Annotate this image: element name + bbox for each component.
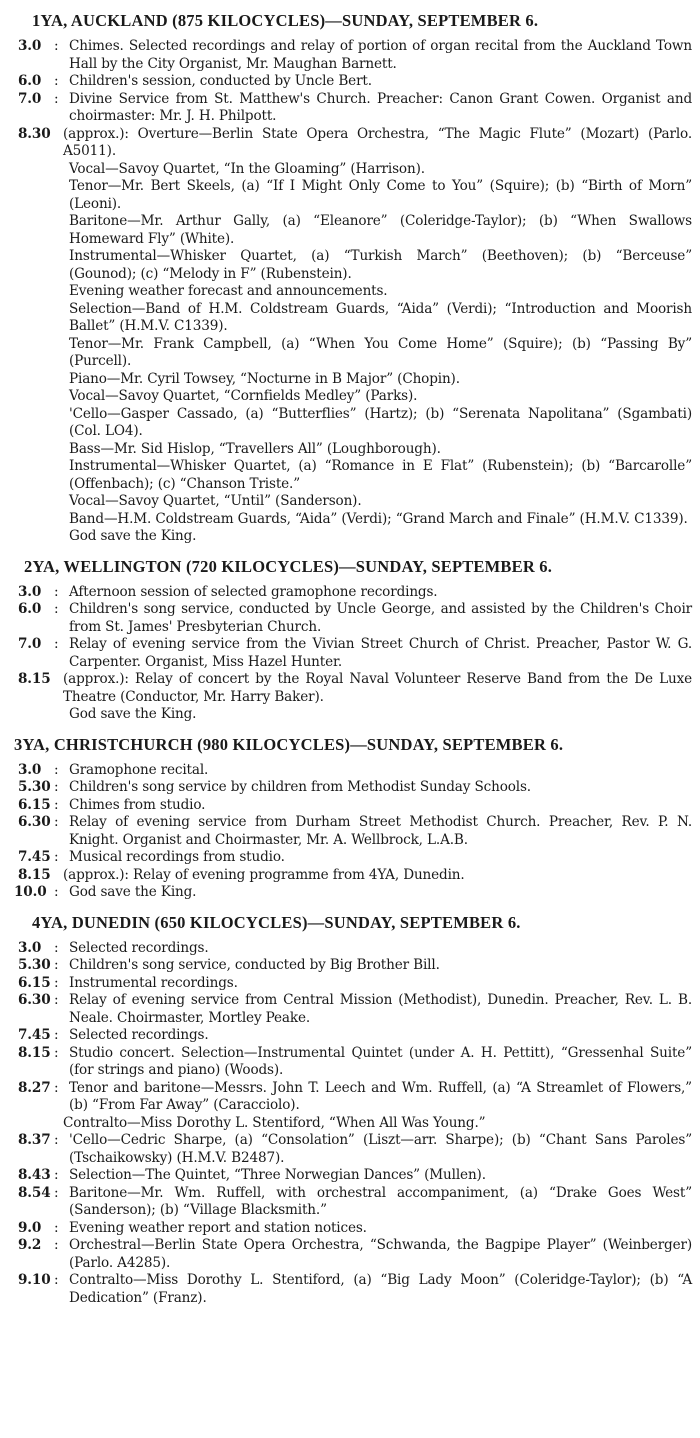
entry-time: 6.0 <box>18 73 42 89</box>
entry-separator: : <box>54 939 59 956</box>
entry-separator: : <box>54 90 59 107</box>
entry-time: 8.27 <box>18 1079 51 1096</box>
entry-separator: : <box>54 1184 59 1201</box>
section-4ya <box>14 912 692 1308</box>
entry-separator: : <box>54 992 59 1008</box>
section-heading: 2YA, WELLINGTON (720 KILOCYCLES)—SUNDAY, SEPTEMBER 6. <box>24 556 553 576</box>
entry-time: 5.30 <box>18 779 51 795</box>
entry-separator: : <box>54 1079 59 1096</box>
program-entry <box>14 671 692 706</box>
entry-separator: : <box>54 1237 59 1253</box>
program-entry <box>14 1272 692 1307</box>
entry-text: (approx.): Relay of evening programme from 4YA, Dunedin. <box>63 866 465 883</box>
program-item: Tenor—Mr. Frank Campbell, (a) “When You Come Home” (Squire); (b) “Passing By” (Purcell). <box>69 335 692 369</box>
program-entry <box>14 867 692 885</box>
entry-separator: : <box>54 636 59 652</box>
program-item: Piano—Mr. Cyril Towsey, “Nocturne in B Major” (Chopin). <box>69 370 460 387</box>
section-2ya <box>14 556 692 724</box>
entry-separator: : <box>54 1044 59 1061</box>
entry-time: 8.37 <box>18 1132 51 1148</box>
program-entry <box>14 797 692 815</box>
program-item: Baritone—Mr. Arthur Gally, (a) “Eleanore” (Coleridge-Taylor); (b) “When Swallows Homeward Fly” (White). <box>69 213 692 247</box>
entry-time: 7.45 <box>18 1027 51 1043</box>
entry-time: 6.15 <box>18 974 51 991</box>
entry-separator: : <box>54 1272 59 1288</box>
entry-time: 6.15 <box>18 796 51 813</box>
entry-text: Children's song service by children from Methodist Sunday Schools. <box>69 779 531 795</box>
section-gap <box>14 724 692 734</box>
entry-time: 3.0 <box>18 583 42 600</box>
entry-separator: : <box>54 38 59 54</box>
program-entry <box>14 1167 692 1185</box>
entry-separator: : <box>54 1219 59 1236</box>
program-item: Bass—Mr. Sid Hislop, “Travellers All” (Loughborough). <box>69 440 441 457</box>
entry-text: Selected recordings. <box>69 1027 209 1043</box>
program-entry <box>14 1237 692 1272</box>
entry-separator: : <box>54 1167 59 1183</box>
program-entry <box>14 849 692 867</box>
program-entry <box>14 73 692 91</box>
entry-time: 6.30 <box>18 992 51 1008</box>
entry-text: Contralto—Miss Dorothy L. Stentiford, “When All Was Young.” <box>63 1114 486 1131</box>
entry-time: 6.30 <box>18 814 51 830</box>
entry-time: 7.45 <box>18 849 51 865</box>
program-item: God save the King. <box>69 706 197 722</box>
entry-text: Gramophone recital. <box>69 761 209 778</box>
entry-text: 'Cello—Cedric Sharpe, (a) “Consolation” (Liszt—arr. Sharpe); (b) “Chant Sans Paroles” (Tschaikowsky) (H.M.V. B2487). <box>69 1132 692 1166</box>
program-item: Band—H.M. Coldstream Guards, “Aida” (Verdi); “Grand March and Finale” (H.M.V. C1339). <box>69 510 688 527</box>
entry-text: Tenor and baritone—Messrs. John T. Leech and Wm. Ruffell, (a) “A Streamlet of Flowers,” (b) “From Far Away” (Caracciolo). <box>69 1079 692 1113</box>
entry-time: 7.0 <box>18 636 42 652</box>
entry-separator: : <box>54 796 59 813</box>
entry-text: Relay of evening service from Central Mission (Methodist), Dunedin. Preacher, Rev. L. B. Neale. Choirmaster, Mortley Peake. <box>69 992 692 1026</box>
entry-text: Studio concert. Selection—Instrumental Quintet (under A. H. Pettitt), “Gressenhal Suite” (for strings and piano) (Woods). <box>69 1044 692 1078</box>
program-item: 'Cello—Gasper Cassado, (a) “Butterflies” (Hartz); (b) “Serenata Napolitana” (Sgambati) (Col. LO4). <box>69 405 692 439</box>
program-item: Instrumental—Whisker Quartet, (a) “Turkish March” (Beethoven); (b) “Berceuse” (Gounod); (c) “Melody in F” (Rubenstein). <box>69 248 692 282</box>
section-heading: 1YA, AUCKLAND (875 KILOCYCLES)—SUNDAY, SEPTEMBER 6. <box>32 11 539 30</box>
program-item: Vocal—Savoy Quartet, “Cornfields Medley” (Parks). <box>69 388 418 404</box>
entry-time: 8.15 <box>18 671 51 687</box>
entry-time: 8.30 <box>18 125 51 142</box>
entry-text: Children's session, conducted by Uncle Bert. <box>69 73 372 89</box>
entry-separator: : <box>54 1027 59 1043</box>
entry-time: 9.10 <box>18 1272 51 1288</box>
entry-text: Instrumental recordings. <box>69 974 238 991</box>
entry-text: Chimes from studio. <box>69 796 206 813</box>
entry-text: Baritone—Mr. Wm. Ruffell, with orchestral accompaniment, (a) “Drake Goes West” (Sanderson); (b) “Village Blacksmith.” <box>69 1184 692 1218</box>
entry-time: 3.0 <box>18 38 42 54</box>
entry-separator: : <box>54 73 59 89</box>
entry-text: (approx.): Relay of concert by the Royal Naval Volunteer Reserve Band from the De Luxe Theatre (Conductor, Mr. Harry Baker). <box>63 671 692 705</box>
entry-text: Relay of evening service from the Vivian Street Church of Christ. Preacher, Pastor W. G. Carpenter. Organist, Miss Hazel Hunter. <box>69 636 692 670</box>
entry-time: 8.15 <box>18 1044 51 1061</box>
program-entry <box>14 1080 692 1115</box>
entry-text: Divine Service from St. Matthew's Church. Preacher: Canon Grant Cowen. Organist and choirmaster: Mr. J. H. Philpott. <box>69 90 692 124</box>
program-entry <box>14 91 692 126</box>
entry-time: 9.2 <box>18 1237 42 1253</box>
program-entry <box>14 884 692 902</box>
program-entry <box>14 1045 692 1080</box>
entry-text: Orchestral—Berlin State Opera Orchestra, “Schwanda, the Bagpipe Player” (Weinberger) (Parlo. A4285). <box>69 1237 692 1271</box>
program-item: Instrumental—Whisker Quartet, (a) “Romance in E Flat” (Rubenstein); (b) “Barcarolle” (Offenbach); (c) “Chanson Triste.” <box>69 458 692 492</box>
entry-time: 7.0 <box>18 90 42 107</box>
entry-separator: : <box>54 884 59 900</box>
program-entry <box>14 1185 692 1220</box>
entry-text: Selected recordings. <box>69 939 209 956</box>
program-entry <box>14 1220 692 1238</box>
entry-text: Evening weather report and station notices. <box>69 1219 367 1236</box>
entry-separator: : <box>54 761 59 778</box>
entry-separator: : <box>54 583 59 600</box>
entry-separator: : <box>54 849 59 865</box>
entry-text: God save the King. <box>69 884 197 900</box>
entry-time: 9.0 <box>18 1219 42 1236</box>
entry-text: Children's song service, conducted by Uncle George, and assisted by the Children's Choir from St. James' Presbyterian Church. <box>69 601 692 635</box>
section-1ya <box>14 10 692 546</box>
entry-separator: : <box>54 1132 59 1148</box>
section-gap <box>14 902 692 912</box>
section-gap <box>14 546 692 556</box>
section-heading: 4YA, DUNEDIN (650 KILOCYCLES)—SUNDAY, SEPTEMBER 6. <box>32 912 521 932</box>
entry-time: 8.43 <box>18 1167 51 1183</box>
program-entry <box>14 814 692 849</box>
entry-time: 6.0 <box>18 601 42 617</box>
program-entry <box>14 1132 692 1167</box>
program-entry <box>14 1115 692 1133</box>
entry-text: Children's song service, conducted by Big Brother Bill. <box>69 957 440 973</box>
entry-time: 8.54 <box>18 1184 51 1201</box>
entry-text: Afternoon session of selected gramophone recordings. <box>69 583 438 600</box>
program-entry <box>14 940 692 958</box>
entry-text: Relay of evening service from Durham Street Methodist Church. Preacher, Rev. P. N. Knight. Organist and Choirmaster, Mr. A. Wellbrock, L.A.B. <box>69 814 692 848</box>
entry-time: 5.30 <box>18 957 51 973</box>
entry-text: Selection—The Quintet, “Three Norwegian Dances” (Mullen). <box>69 1167 486 1183</box>
program-entry <box>14 601 692 636</box>
entry-separator: : <box>54 601 59 617</box>
program-item: Vocal—Savoy Quartet, “In the Gloaming” (Harrison). <box>69 160 425 177</box>
program-entry <box>14 1027 692 1045</box>
program-item: Vocal—Savoy Quartet, “Until” (Sanderson). <box>69 493 362 509</box>
program-entry <box>14 38 692 73</box>
program-entry <box>14 636 692 671</box>
program-entry <box>14 957 692 975</box>
entry-separator: : <box>54 974 59 991</box>
section-heading: 3YA, CHRISTCHURCH (980 KILOCYCLES)—SUNDAY, SEPTEMBER 6. <box>14 734 564 754</box>
program-entry <box>14 779 692 797</box>
entry-separator: : <box>54 779 59 795</box>
entry-separator: : <box>54 814 59 830</box>
program-item: Evening weather forecast and announcements. <box>69 283 388 299</box>
entry-time: 3.0 <box>18 939 42 956</box>
program-entry <box>14 762 692 780</box>
entry-time: 8.15 <box>18 866 51 883</box>
entry-time: 3.0 <box>18 761 42 778</box>
program-entry <box>14 992 692 1027</box>
section-3ya <box>14 734 692 902</box>
entry-text: (approx.): Overture—Berlin State Opera Orchestra, “The Magic Flute” (Mozart) (Parlo. A5011). <box>63 125 692 159</box>
program-item: Tenor—Mr. Bert Skeels, (a) “If I Might Only Come to You” (Squire); (b) “Birth of Morn” (Leoni). <box>69 178 692 212</box>
entry-time: 10.0 <box>14 884 47 900</box>
entry-text: Chimes. Selected recordings and relay of portion of organ recital from the Auckland Town Hall by the City Organist, Mr. Maughan Barnett. <box>69 38 692 72</box>
entry-separator: : <box>54 957 59 973</box>
program-entry <box>14 126 692 161</box>
entry-text: Musical recordings from studio. <box>69 849 285 865</box>
program-entry <box>14 584 692 602</box>
program-entry <box>14 975 692 993</box>
program-item: God save the King. <box>69 528 197 544</box>
entry-text: Contralto—Miss Dorothy L. Stentiford, (a) “Big Lady Moon” (Coleridge-Taylor); (b) “A Dedication” (Franz). <box>69 1272 692 1306</box>
program-item: Selection—Band of H.M. Coldstream Guards, “Aida” (Verdi); “Introduction and Moorish Ballet” (H.M.V. C1339). <box>69 300 692 334</box>
